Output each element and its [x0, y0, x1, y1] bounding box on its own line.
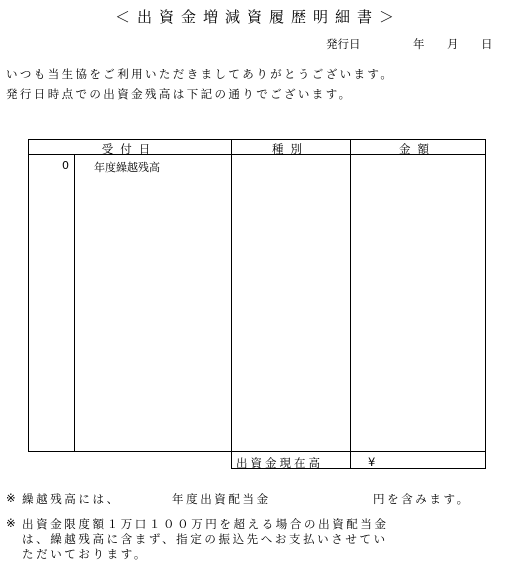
intro-line: いつも当生協をご利用いただきましてありがとうございます。 [6, 67, 395, 81]
issue-day-label: 日 [481, 37, 493, 51]
row-description: 年度繰越残高 [94, 161, 160, 174]
issue-date-label: 発行日 [326, 37, 361, 51]
currency-symbol: ¥ [368, 455, 376, 469]
note-text: 出資金限度額１万口１００万円を超える場合の出資配当金 [22, 517, 389, 531]
intro-line: 発行日時点での出資金残高は下記の通りでございます。 [6, 87, 353, 101]
header-amount: 金額 [399, 142, 436, 156]
note-text: 円を含みます。 [373, 492, 471, 506]
note-text: は、繰越残高に含まず、指定の振込先へお支払いさせてい [22, 532, 388, 546]
row-number: 0 [62, 159, 69, 172]
page-title: ＜出資金増減資履歴明細書＞ [114, 8, 401, 26]
note-mark: ※ [6, 491, 19, 505]
note-mark: ※ [6, 516, 19, 530]
issue-month-label: 月 [447, 37, 459, 51]
history-table [28, 139, 486, 469]
note-text: ただいております。 [22, 547, 148, 561]
issue-year-label: 年 [413, 37, 425, 51]
body-bottom-border [28, 451, 486, 452]
type-column-divider [231, 139, 232, 469]
amount-column-divider [350, 139, 351, 469]
total-label: 出資金現在高 [236, 456, 323, 470]
table-border-left [28, 139, 29, 452]
header-type: 種別 [272, 142, 309, 156]
no-column-divider [74, 154, 75, 452]
table-border-top [28, 139, 486, 140]
table-border-right [485, 139, 486, 469]
header-received-date: 受付日 [101, 142, 158, 156]
note-text: 年度出資配当金 [172, 492, 271, 506]
note-text: 繰越残高には、 [22, 492, 121, 506]
